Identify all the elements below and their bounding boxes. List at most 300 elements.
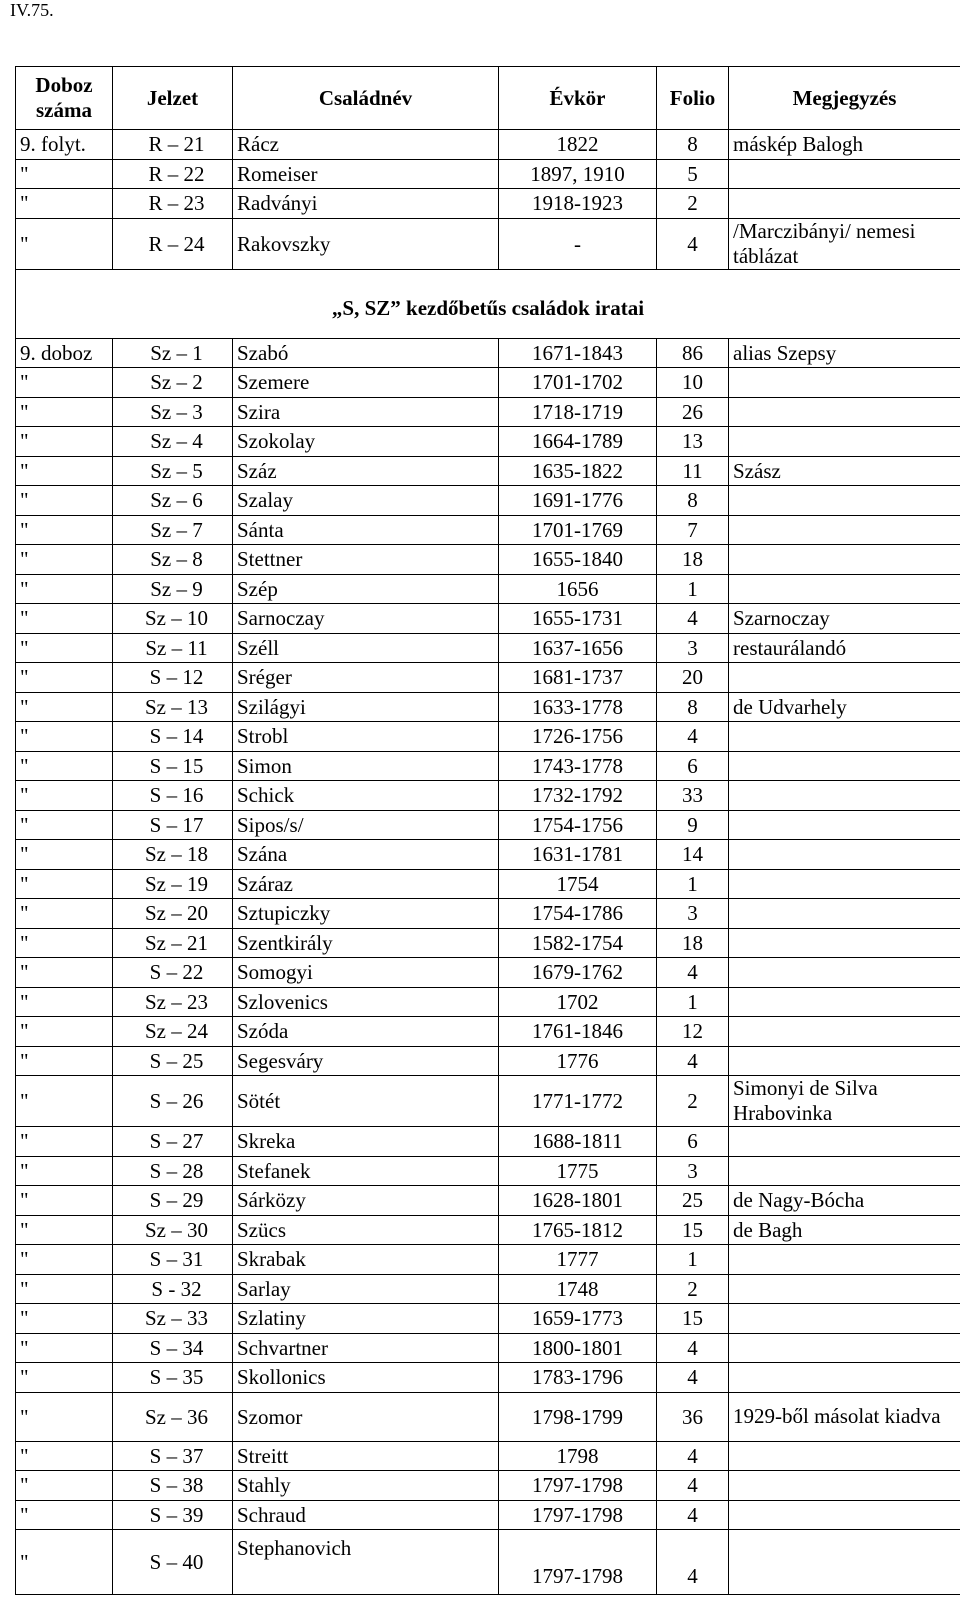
cell-note: alias Szepsy — [729, 338, 960, 368]
cell-note — [729, 486, 960, 516]
table-row — [16, 1500, 960, 1530]
cell-folio: 4 — [657, 1046, 729, 1076]
cell-family-name: Skreka — [233, 1127, 499, 1157]
table-row — [16, 397, 960, 427]
cell-years: 1775 — [499, 1156, 657, 1186]
cell-box: " — [16, 218, 113, 269]
cell-folio: 1 — [657, 869, 729, 899]
cell-family-name: Sréger — [233, 663, 499, 693]
cell-box: " — [16, 1215, 113, 1245]
cell-box: " — [16, 869, 113, 899]
cell-years: 1701-1702 — [499, 368, 657, 398]
cell-note — [729, 663, 960, 693]
cell-years: 1771-1772 — [499, 1076, 657, 1127]
header-years: Évkör — [499, 67, 657, 130]
cell-family-name: Szomor — [233, 1392, 499, 1441]
cell-family-name: Schvartner — [233, 1333, 499, 1363]
cell-signature: S – 17 — [113, 810, 233, 840]
cell-box: " — [16, 1500, 113, 1530]
cell-box: " — [16, 1333, 113, 1363]
cell-years: 1718-1719 — [499, 397, 657, 427]
cell-folio: 13 — [657, 427, 729, 457]
cell-years: 1754-1756 — [499, 810, 657, 840]
section-title: „S, SZ” kezdőbetűs családok iratai — [16, 269, 960, 338]
table-row — [16, 1392, 960, 1441]
cell-family-name: Szabó — [233, 338, 499, 368]
cell-family-name: Sárközy — [233, 1186, 499, 1216]
cell-signature: S – 27 — [113, 1127, 233, 1157]
cell-years: 1659-1773 — [499, 1304, 657, 1334]
cell-signature: S – 37 — [113, 1441, 233, 1471]
cell-family-name: Száraz — [233, 869, 499, 899]
header-row — [16, 67, 960, 130]
cell-note — [729, 928, 960, 958]
cell-signature: Sz – 3 — [113, 397, 233, 427]
table-row — [16, 781, 960, 811]
cell-note — [729, 574, 960, 604]
cell-signature: Sz – 33 — [113, 1304, 233, 1334]
section-block — [16, 269, 960, 338]
cell-note — [729, 958, 960, 988]
table-row — [16, 899, 960, 929]
cell-note — [729, 1471, 960, 1501]
cell-folio: 4 — [657, 218, 729, 269]
table-row — [16, 189, 960, 219]
cell-years: 1691-1776 — [499, 486, 657, 516]
cell-signature: Sz – 36 — [113, 1392, 233, 1441]
cell-box: " — [16, 1304, 113, 1334]
cell-signature: Sz – 13 — [113, 692, 233, 722]
cell-years: 1688-1811 — [499, 1127, 657, 1157]
cell-folio: 6 — [657, 1127, 729, 1157]
table-row — [16, 869, 960, 899]
cell-folio: 2 — [657, 1076, 729, 1127]
cell-years: 1633-1778 — [499, 692, 657, 722]
cell-note — [729, 840, 960, 870]
cell-signature: Sz – 19 — [113, 869, 233, 899]
table-row — [16, 1363, 960, 1393]
cell-folio: 4 — [657, 1500, 729, 1530]
cell-box: " — [16, 1186, 113, 1216]
table-row — [16, 1333, 960, 1363]
table-row — [16, 368, 960, 398]
r-rows — [16, 130, 960, 270]
cell-box: " — [16, 1471, 113, 1501]
cell-box: " — [16, 663, 113, 693]
table-row — [16, 663, 960, 693]
cell-years: 1679-1762 — [499, 958, 657, 988]
cell-box: " — [16, 427, 113, 457]
table-row — [16, 1530, 960, 1595]
cell-signature: Sz – 10 — [113, 604, 233, 634]
cell-note — [729, 1500, 960, 1530]
cell-folio: 12 — [657, 1017, 729, 1047]
cell-signature: Sz – 4 — [113, 427, 233, 457]
cell-years: 1628-1801 — [499, 1186, 657, 1216]
cell-family-name: Stefanek — [233, 1156, 499, 1186]
cell-folio: 2 — [657, 189, 729, 219]
cell-folio: 6 — [657, 751, 729, 781]
cell-folio: 3 — [657, 899, 729, 929]
cell-box: " — [16, 574, 113, 604]
cell-note — [729, 722, 960, 752]
cell-years: 1656 — [499, 574, 657, 604]
cell-box: " — [16, 1274, 113, 1304]
cell-family-name: Strobl — [233, 722, 499, 752]
table-row — [16, 574, 960, 604]
cell-folio: 1 — [657, 574, 729, 604]
cell-signature: S - 32 — [113, 1274, 233, 1304]
cell-folio: 8 — [657, 486, 729, 516]
cell-family-name: Sötét — [233, 1076, 499, 1127]
cell-note: /Marczibányi/ nemesi táblázat — [729, 218, 960, 269]
cell-folio: 7 — [657, 515, 729, 545]
table-row — [16, 130, 960, 160]
cell-signature: Sz – 21 — [113, 928, 233, 958]
cell-years: 1702 — [499, 987, 657, 1017]
cell-years: 1797-1798 — [499, 1530, 657, 1595]
cell-signature: S – 34 — [113, 1333, 233, 1363]
cell-family-name: Stahly — [233, 1471, 499, 1501]
cell-family-name: Sarnoczay — [233, 604, 499, 634]
table-row — [16, 218, 960, 269]
cell-signature: Sz – 23 — [113, 987, 233, 1017]
cell-box: " — [16, 397, 113, 427]
cell-signature: R – 24 — [113, 218, 233, 269]
cell-signature: Sz – 5 — [113, 456, 233, 486]
cell-signature: S – 14 — [113, 722, 233, 752]
cell-folio: 4 — [657, 722, 729, 752]
cell-family-name: Száz — [233, 456, 499, 486]
cell-folio: 4 — [657, 1333, 729, 1363]
cell-box: " — [16, 604, 113, 634]
table-row — [16, 427, 960, 457]
cell-family-name: Rácz — [233, 130, 499, 160]
cell-signature: S – 31 — [113, 1245, 233, 1275]
cell-box: " — [16, 1245, 113, 1275]
cell-years: 1582-1754 — [499, 928, 657, 958]
table-row — [16, 928, 960, 958]
cell-folio: 2 — [657, 1274, 729, 1304]
cell-years: 1797-1798 — [499, 1500, 657, 1530]
table-row — [16, 987, 960, 1017]
cell-box: " — [16, 456, 113, 486]
cell-family-name: Sánta — [233, 515, 499, 545]
cell-note — [729, 899, 960, 929]
cell-box: " — [16, 1046, 113, 1076]
cell-folio: 18 — [657, 928, 729, 958]
cell-years: 1635-1822 — [499, 456, 657, 486]
page-reference: IV.75. — [10, 0, 54, 20]
table-row — [16, 722, 960, 752]
table-row — [16, 1274, 960, 1304]
cell-folio: 11 — [657, 456, 729, 486]
cell-note — [729, 1333, 960, 1363]
cell-signature: Sz – 8 — [113, 545, 233, 575]
cell-family-name: Szilágyi — [233, 692, 499, 722]
table-row — [16, 1245, 960, 1275]
cell-years: 1701-1769 — [499, 515, 657, 545]
cell-years: 1761-1846 — [499, 1017, 657, 1047]
section-row — [16, 269, 960, 338]
cell-years: 1655-1840 — [499, 545, 657, 575]
cell-note — [729, 1363, 960, 1393]
cell-family-name: Stettner — [233, 545, 499, 575]
cell-folio: 25 — [657, 1186, 729, 1216]
cell-folio: 8 — [657, 692, 729, 722]
cell-signature: S – 15 — [113, 751, 233, 781]
cell-signature: S – 16 — [113, 781, 233, 811]
cell-years: 1918-1923 — [499, 189, 657, 219]
table-row — [16, 1127, 960, 1157]
header-family-name: Családnév — [233, 67, 499, 130]
table-row — [16, 692, 960, 722]
cell-folio: 8 — [657, 130, 729, 160]
cell-note — [729, 781, 960, 811]
cell-years: 1748 — [499, 1274, 657, 1304]
cell-family-name: Széll — [233, 633, 499, 663]
cell-years: 1732-1792 — [499, 781, 657, 811]
cell-box: " — [16, 1530, 113, 1595]
header-folio: Folio — [657, 67, 729, 130]
cell-note — [729, 397, 960, 427]
table-row — [16, 751, 960, 781]
cell-box: " — [16, 189, 113, 219]
cell-signature: Sz – 24 — [113, 1017, 233, 1047]
cell-years: 1776 — [499, 1046, 657, 1076]
cell-folio: 86 — [657, 338, 729, 368]
cell-folio: 1 — [657, 1245, 729, 1275]
cell-years: 1743-1778 — [499, 751, 657, 781]
cell-folio: 18 — [657, 545, 729, 575]
cell-note — [729, 545, 960, 575]
cell-years: 1655-1731 — [499, 604, 657, 634]
cell-signature: S – 38 — [113, 1471, 233, 1501]
table-row — [16, 1471, 960, 1501]
cell-note — [729, 1156, 960, 1186]
cell-years: 1800-1801 — [499, 1333, 657, 1363]
cell-family-name: Romeiser — [233, 159, 499, 189]
cell-box: " — [16, 1392, 113, 1441]
table-row — [16, 486, 960, 516]
cell-folio: 4 — [657, 1471, 729, 1501]
cell-box: " — [16, 840, 113, 870]
cell-years: 1726-1756 — [499, 722, 657, 752]
cell-folio: 36 — [657, 1392, 729, 1441]
cell-years: 1631-1781 — [499, 840, 657, 870]
cell-signature: R – 23 — [113, 189, 233, 219]
cell-note: Simonyi de Silva Hrabovinka — [729, 1076, 960, 1127]
cell-signature: R – 22 — [113, 159, 233, 189]
cell-years: 1765-1812 — [499, 1215, 657, 1245]
cell-box: " — [16, 987, 113, 1017]
table-row — [16, 1017, 960, 1047]
cell-folio: 4 — [657, 1530, 729, 1595]
cell-box: " — [16, 368, 113, 398]
cell-box: " — [16, 515, 113, 545]
header-note: Megjegyzés — [729, 67, 960, 130]
cell-signature: R – 21 — [113, 130, 233, 160]
cell-folio: 4 — [657, 1363, 729, 1393]
cell-box: " — [16, 1076, 113, 1127]
cell-family-name: Szlatiny — [233, 1304, 499, 1334]
cell-box: " — [16, 899, 113, 929]
cell-folio: 26 — [657, 397, 729, 427]
cell-signature: S – 12 — [113, 663, 233, 693]
cell-family-name: Simon — [233, 751, 499, 781]
cell-box: " — [16, 1017, 113, 1047]
cell-folio: 9 — [657, 810, 729, 840]
cell-family-name: Szép — [233, 574, 499, 604]
cell-note: de Bagh — [729, 1215, 960, 1245]
cell-family-name: Sipos/s/ — [233, 810, 499, 840]
cell-signature: S – 29 — [113, 1186, 233, 1216]
cell-folio: 14 — [657, 840, 729, 870]
cell-years: - — [499, 218, 657, 269]
cell-family-name: Skollonics — [233, 1363, 499, 1393]
cell-note — [729, 869, 960, 899]
cell-signature: S – 22 — [113, 958, 233, 988]
table-row — [16, 1441, 960, 1471]
cell-note — [729, 1017, 960, 1047]
table-row — [16, 958, 960, 988]
cell-family-name: Stephanovich — [233, 1530, 499, 1595]
cell-note — [729, 368, 960, 398]
table-row — [16, 159, 960, 189]
cell-years: 1897, 1910 — [499, 159, 657, 189]
cell-note — [729, 515, 960, 545]
cell-note — [729, 1304, 960, 1334]
cell-years: 1797-1798 — [499, 1471, 657, 1501]
cell-note: máskép Balogh — [729, 130, 960, 160]
cell-family-name: Szemere — [233, 368, 499, 398]
cell-family-name: Somogyi — [233, 958, 499, 988]
cell-family-name: Szlovenics — [233, 987, 499, 1017]
cell-family-name: Szentkirály — [233, 928, 499, 958]
cell-note: restaurálandó — [729, 633, 960, 663]
cell-years: 1798-1799 — [499, 1392, 657, 1441]
table-row — [16, 633, 960, 663]
cell-family-name: Szücs — [233, 1215, 499, 1245]
cell-signature: S – 25 — [113, 1046, 233, 1076]
cell-family-name: Szána — [233, 840, 499, 870]
cell-signature: Sz – 20 — [113, 899, 233, 929]
cell-signature: Sz – 7 — [113, 515, 233, 545]
table-row — [16, 338, 960, 368]
cell-family-name: Skrabak — [233, 1245, 499, 1275]
cell-years: 1783-1796 — [499, 1363, 657, 1393]
table-row — [16, 810, 960, 840]
cell-family-name: Szóda — [233, 1017, 499, 1047]
table-row — [16, 604, 960, 634]
cell-signature: Sz – 2 — [113, 368, 233, 398]
cell-years: 1637-1656 — [499, 633, 657, 663]
cell-family-name: Radványi — [233, 189, 499, 219]
cell-note: Szarnoczay — [729, 604, 960, 634]
cell-note — [729, 1245, 960, 1275]
cell-signature: S – 35 — [113, 1363, 233, 1393]
cell-note — [729, 1530, 960, 1595]
cell-box: " — [16, 1441, 113, 1471]
cell-box: 9. doboz — [16, 338, 113, 368]
cell-folio: 15 — [657, 1215, 729, 1245]
cell-note: 1929-ből másolat kiadva — [729, 1392, 960, 1441]
table-row — [16, 1186, 960, 1216]
cell-signature: Sz – 6 — [113, 486, 233, 516]
cell-box: " — [16, 958, 113, 988]
cell-note — [729, 810, 960, 840]
cell-box: " — [16, 633, 113, 663]
cell-folio: 5 — [657, 159, 729, 189]
cell-family-name: Segesváry — [233, 1046, 499, 1076]
cell-folio: 4 — [657, 1441, 729, 1471]
cell-family-name: Sztupiczky — [233, 899, 499, 929]
cell-box: " — [16, 159, 113, 189]
cell-folio: 20 — [657, 663, 729, 693]
cell-signature: Sz – 1 — [113, 338, 233, 368]
cell-family-name: Sarlay — [233, 1274, 499, 1304]
cell-family-name: Schraud — [233, 1500, 499, 1530]
cell-note: Szász — [729, 456, 960, 486]
cell-box: " — [16, 486, 113, 516]
cell-family-name: Streitt — [233, 1441, 499, 1471]
cell-signature: Sz – 18 — [113, 840, 233, 870]
cell-box: " — [16, 1363, 113, 1393]
cell-box: " — [16, 751, 113, 781]
cell-signature: S – 39 — [113, 1500, 233, 1530]
table-row — [16, 515, 960, 545]
cell-folio: 4 — [657, 958, 729, 988]
cell-signature: S – 26 — [113, 1076, 233, 1127]
table-row — [16, 1215, 960, 1245]
table-row — [16, 840, 960, 870]
cell-box: " — [16, 810, 113, 840]
header-box: Doboz száma — [16, 67, 113, 130]
cell-years: 1681-1737 — [499, 663, 657, 693]
cell-signature: S – 28 — [113, 1156, 233, 1186]
cell-box: " — [16, 1127, 113, 1157]
cell-box: " — [16, 928, 113, 958]
cell-years: 1664-1789 — [499, 427, 657, 457]
cell-note — [729, 427, 960, 457]
s-rows — [16, 338, 960, 1595]
cell-note — [729, 159, 960, 189]
cell-note — [729, 1127, 960, 1157]
cell-box: " — [16, 692, 113, 722]
cell-note — [729, 1274, 960, 1304]
cell-signature: Sz – 9 — [113, 574, 233, 604]
table-row — [16, 1156, 960, 1186]
cell-note: de Udvarhely — [729, 692, 960, 722]
cell-signature: S – 40 — [113, 1530, 233, 1595]
cell-family-name: Szokolay — [233, 427, 499, 457]
cell-box: " — [16, 781, 113, 811]
cell-family-name: Szalay — [233, 486, 499, 516]
cell-note — [729, 751, 960, 781]
cell-signature: Sz – 11 — [113, 633, 233, 663]
table-row — [16, 1304, 960, 1334]
cell-box: " — [16, 1156, 113, 1186]
cell-note — [729, 987, 960, 1017]
cell-note — [729, 1441, 960, 1471]
cell-folio: 1 — [657, 987, 729, 1017]
cell-folio: 3 — [657, 1156, 729, 1186]
cell-years: 1671-1843 — [499, 338, 657, 368]
cell-folio: 10 — [657, 368, 729, 398]
cell-years: 1798 — [499, 1441, 657, 1471]
table-row — [16, 1046, 960, 1076]
cell-signature: Sz – 30 — [113, 1215, 233, 1245]
